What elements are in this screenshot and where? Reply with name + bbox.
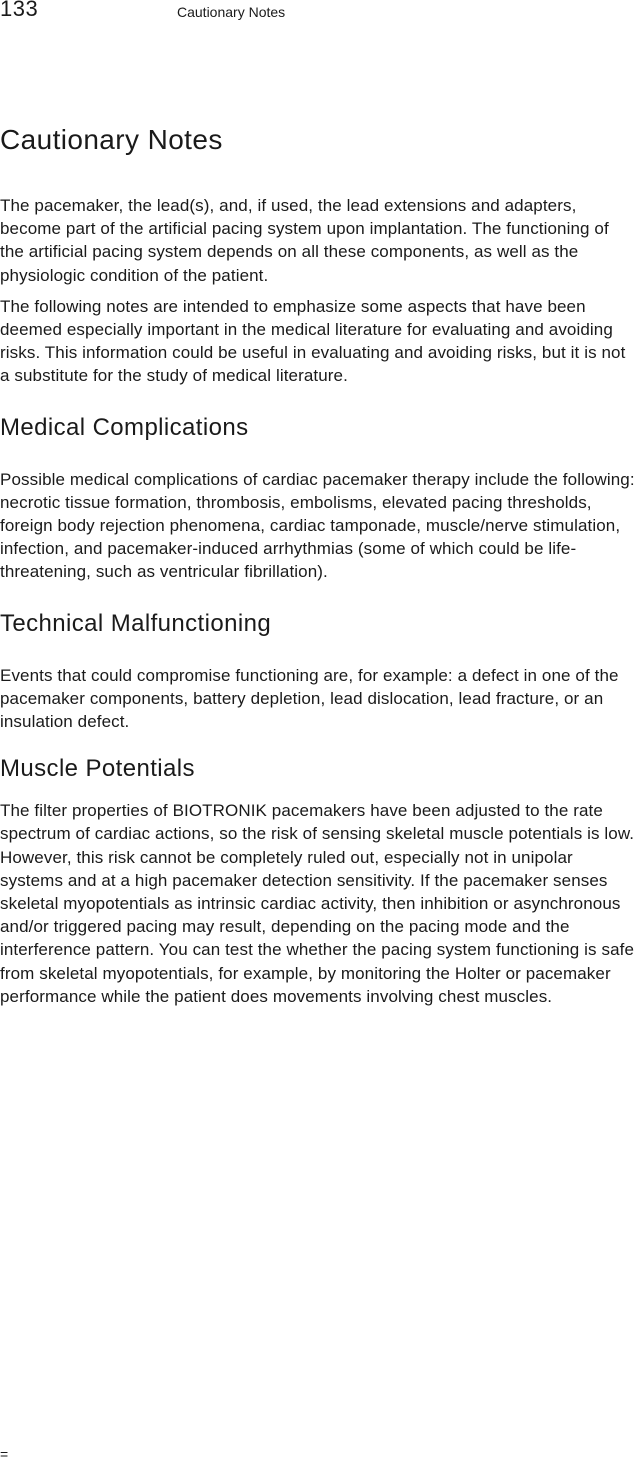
section-heading-technical-malfunctioning: Technical Malfunctioning [0,609,272,637]
section-muscle-potentials [0,751,636,1008]
footer-mark: = [0,1446,9,1462]
page-number: 133 [0,0,39,21]
section-heading-muscle-potentials: Muscle Potentials [0,755,195,783]
section-body-technical-malfunctioning: Events that could compromise functioning are, for example: a defect in one of the pacemaker components, battery depletion, lead dislocation, lead fracture, or an insulation defect. [0,665,619,732]
section-medical-complications [0,410,636,584]
section-body-medical-complications: Possible medical complications of cardiac pacemaker therapy include the following: necrotic tissue formation, thrombosis, embolisms, elevated pacing thresholds, foreign body rejection phenomena, cardiac tamponade, muscle/nerve stimulation, infection, and pacemaker-induced arrhythmias (some of which could be life-threatening, such as ventricular fibrillation). [0,469,635,582]
intro-paragraph-1: The pacemaker, the lead(s), and, if used, the lead extensions and adapters, become part of the artificial pacing system upon implantation. The functioning of the artificial pacing system depends on all these components, as well as the physiologic condition of the patient. [0,196,609,285]
section-technical-malfunctioning [0,606,636,734]
page-title: Cautionary Notes [0,124,223,155]
intro-paragraph-2: The following notes are intended to emphasize some aspects that have been deemed especially important in the medical literature for evaluating and avoiding risks. This information could be useful in evaluating and avoiding risks, but it is not a substitute for the study of medical literature. [0,296,626,386]
section-body-muscle-potentials: The filter properties of BIOTRONIK pacemakers have been adjusted to the rate spectrum of cardiac actions, so the risk of sensing skeletal muscle potentials is low. However, this risk cannot be completely ruled out, especially not in unipolar systems and at a high pacemaker detection sensitivity. If the pacemaker senses skeletal myopotentials as intrinsic cardiac activity, then inhibition or asynchronous and/or triggered pacing may result, depending on the pacing mode and the interference pattern. You can test the whether the pacing system functioning is safe from skeletal myopotentials, for example, by monitoring the Holter or pacemaker performance while the patient does movements involving chest muscles. [0,801,635,1006]
page-content [0,120,636,1016]
running-header: Cautionary Notes [177,4,286,20]
section-heading-medical-complications: Medical Complications [0,413,249,441]
